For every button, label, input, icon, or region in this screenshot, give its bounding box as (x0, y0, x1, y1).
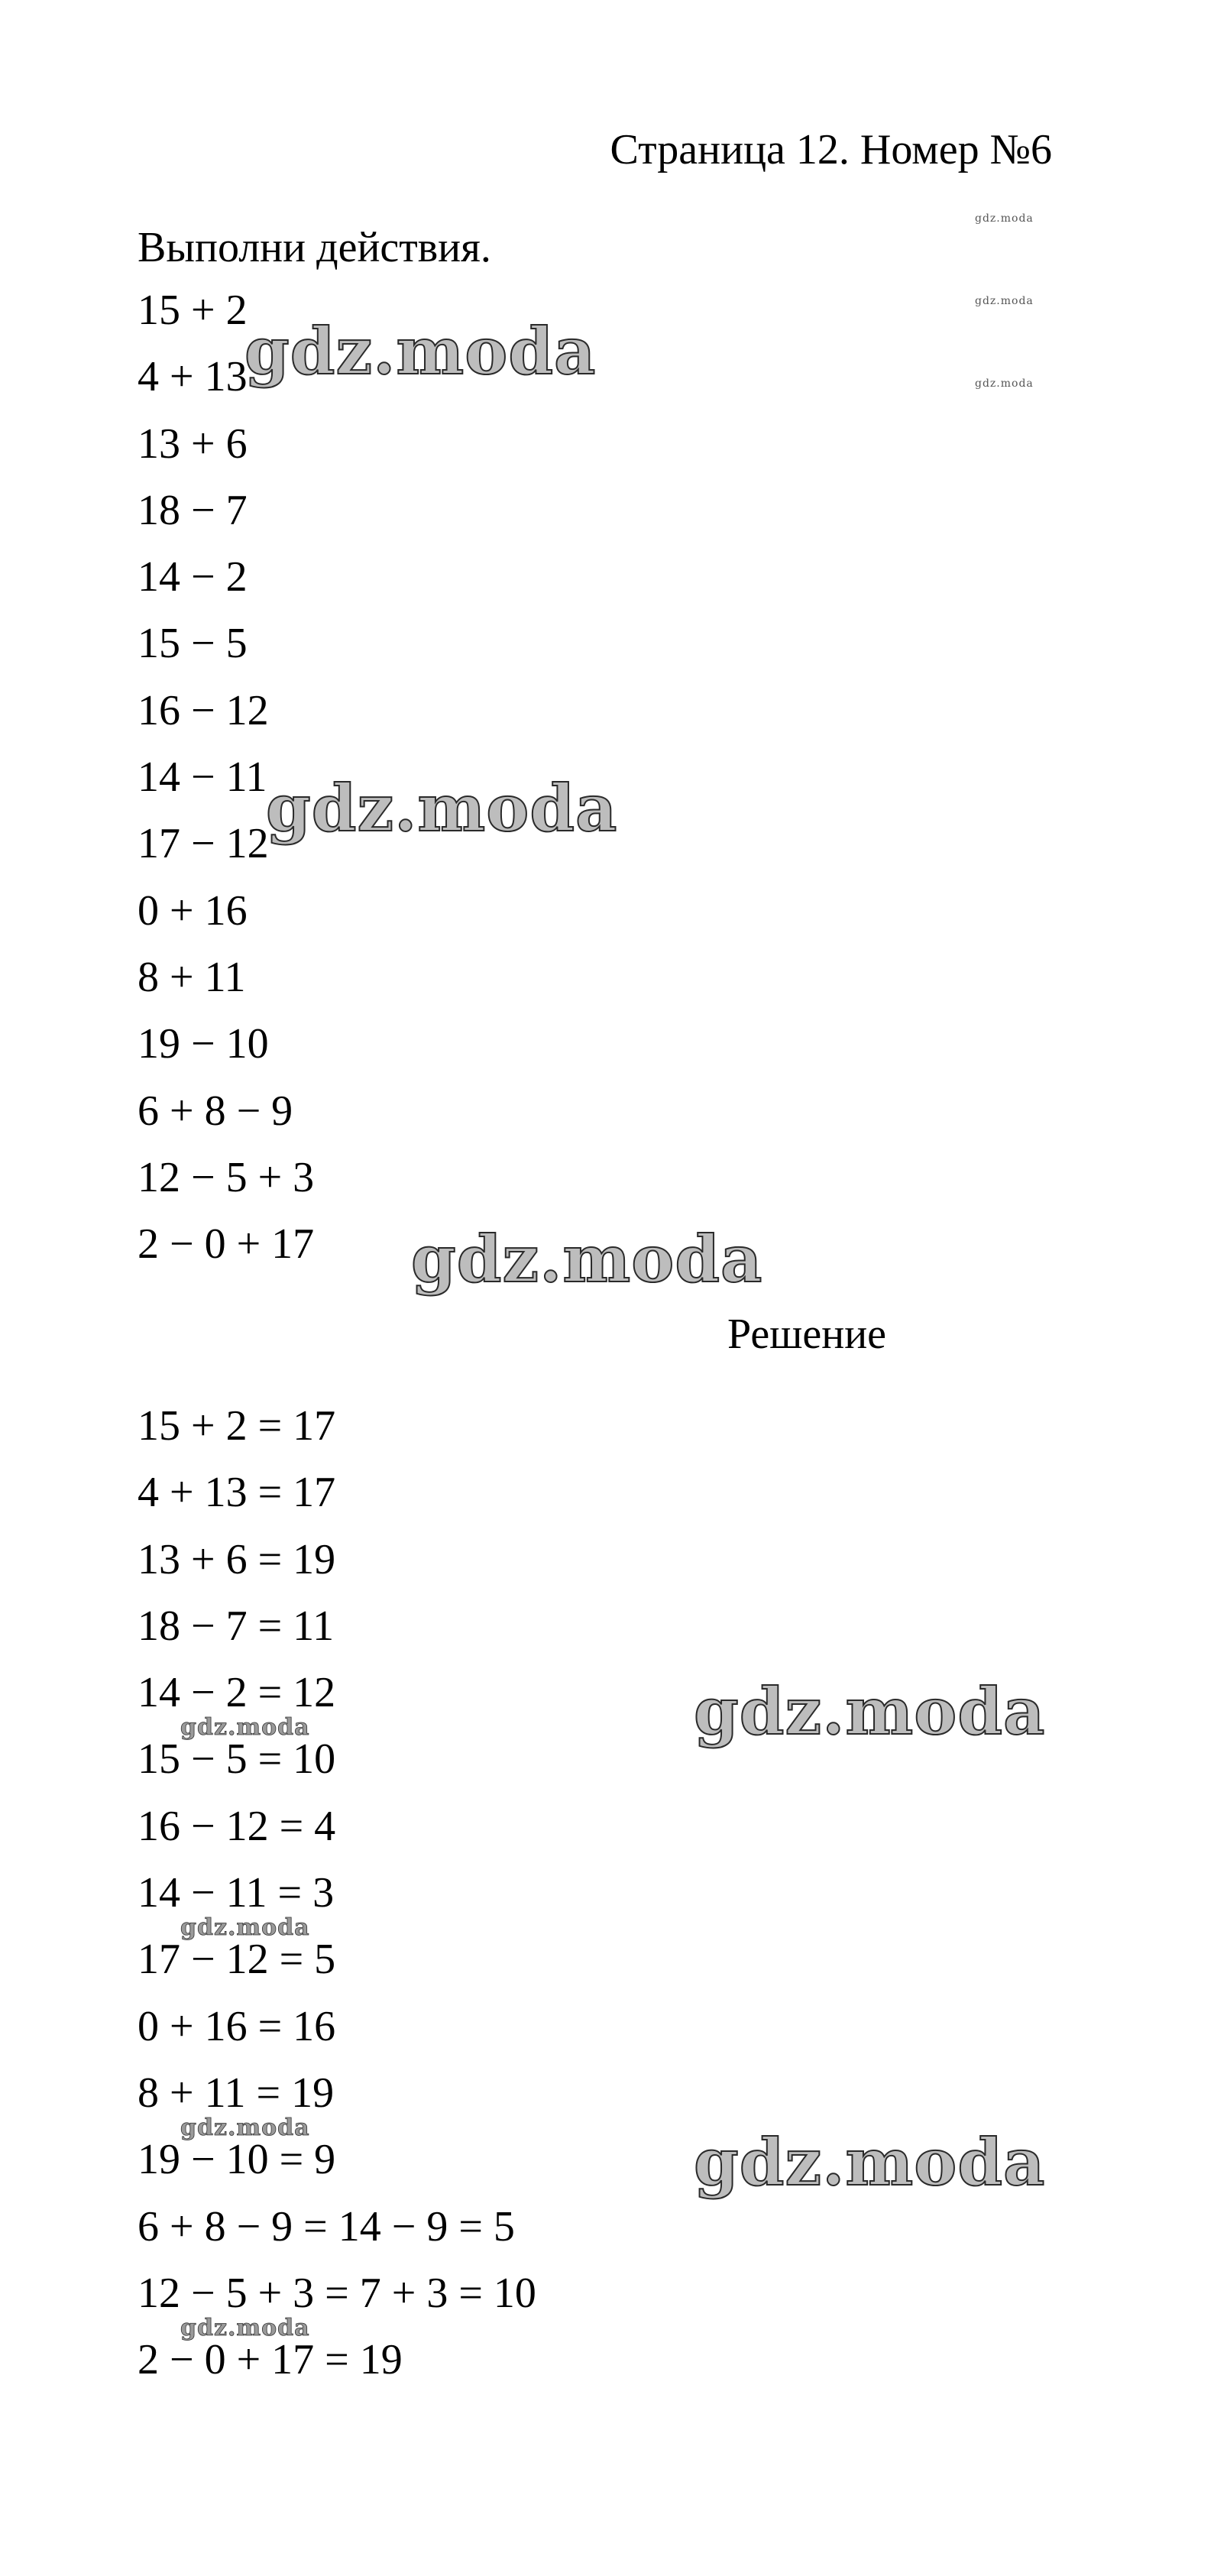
answer-item: 14 − 2 = 12 (138, 1669, 336, 1717)
answer-item: 17 − 12 = 5 (138, 1936, 336, 1984)
task-item: 2 − 0 + 17 (138, 1220, 315, 1269)
solution-heading: Решение (727, 1311, 887, 1358)
answer-item: 2 − 0 + 17 = 19 (138, 2336, 403, 2384)
answer-item: 0 + 16 = 16 (138, 2002, 336, 2050)
watermark: gdz.moda (180, 2114, 310, 2141)
watermark: gdz.moda (266, 770, 618, 846)
task-title: Выполни действия. (138, 224, 491, 271)
task-item: 0 + 16 (138, 886, 248, 935)
answer-item: 4 + 13 = 17 (138, 1469, 336, 1517)
watermark: gdz.moda (180, 2315, 310, 2341)
task-item: 4 + 13 (138, 353, 248, 401)
task-item: 8 + 11 (138, 953, 246, 1001)
task-item: 13 + 6 (138, 420, 248, 468)
watermark: gdz.moda (975, 377, 1034, 390)
task-item: 18 − 7 (138, 486, 248, 534)
task-item: 19 − 10 (138, 1020, 269, 1068)
answer-item: 12 − 5 + 3 = 7 + 3 = 10 (138, 2269, 536, 2317)
task-item: 17 − 12 (138, 820, 269, 868)
watermark: gdz.moda (244, 313, 597, 389)
answer-item: 19 − 10 = 9 (138, 2136, 336, 2184)
task-list (138, 289, 314, 1289)
answer-item: 14 − 11 = 3 (138, 1869, 335, 1917)
answer-item: 13 + 6 = 19 (138, 1535, 336, 1583)
answer-item: 6 + 8 − 9 = 14 − 9 = 5 (138, 2202, 515, 2250)
task-item: 15 + 2 (138, 287, 248, 334)
task-item: 15 − 5 (138, 620, 248, 668)
watermark: gdz.moda (694, 1674, 1046, 1749)
watermark: gdz.moda (180, 1914, 310, 1941)
answer-item: 15 − 5 = 10 (138, 1735, 336, 1784)
watermark: gdz.moda (694, 2124, 1046, 2200)
task-item: 14 − 11 (138, 753, 267, 802)
watermark: gdz.moda (975, 212, 1034, 225)
task-item: 14 − 2 (138, 553, 248, 601)
watermark: gdz.moda (411, 1221, 763, 1297)
task-item: 6 + 8 − 9 (138, 1087, 293, 1135)
watermark: gdz.moda (180, 1714, 310, 1741)
answer-item: 16 − 12 = 4 (138, 1802, 336, 1850)
answer-item: 8 + 11 = 19 (138, 2069, 335, 2117)
watermark: gdz.moda (975, 295, 1034, 307)
answer-item: 18 − 7 = 11 (138, 1602, 335, 1650)
task-item: 16 − 12 (138, 686, 269, 734)
task-item: 12 − 5 + 3 (138, 1153, 315, 1201)
answer-list (138, 1402, 536, 2405)
answer-item: 15 + 2 = 17 (138, 1402, 336, 1450)
page-header: Страница 12. Номер №6 (610, 126, 1052, 173)
